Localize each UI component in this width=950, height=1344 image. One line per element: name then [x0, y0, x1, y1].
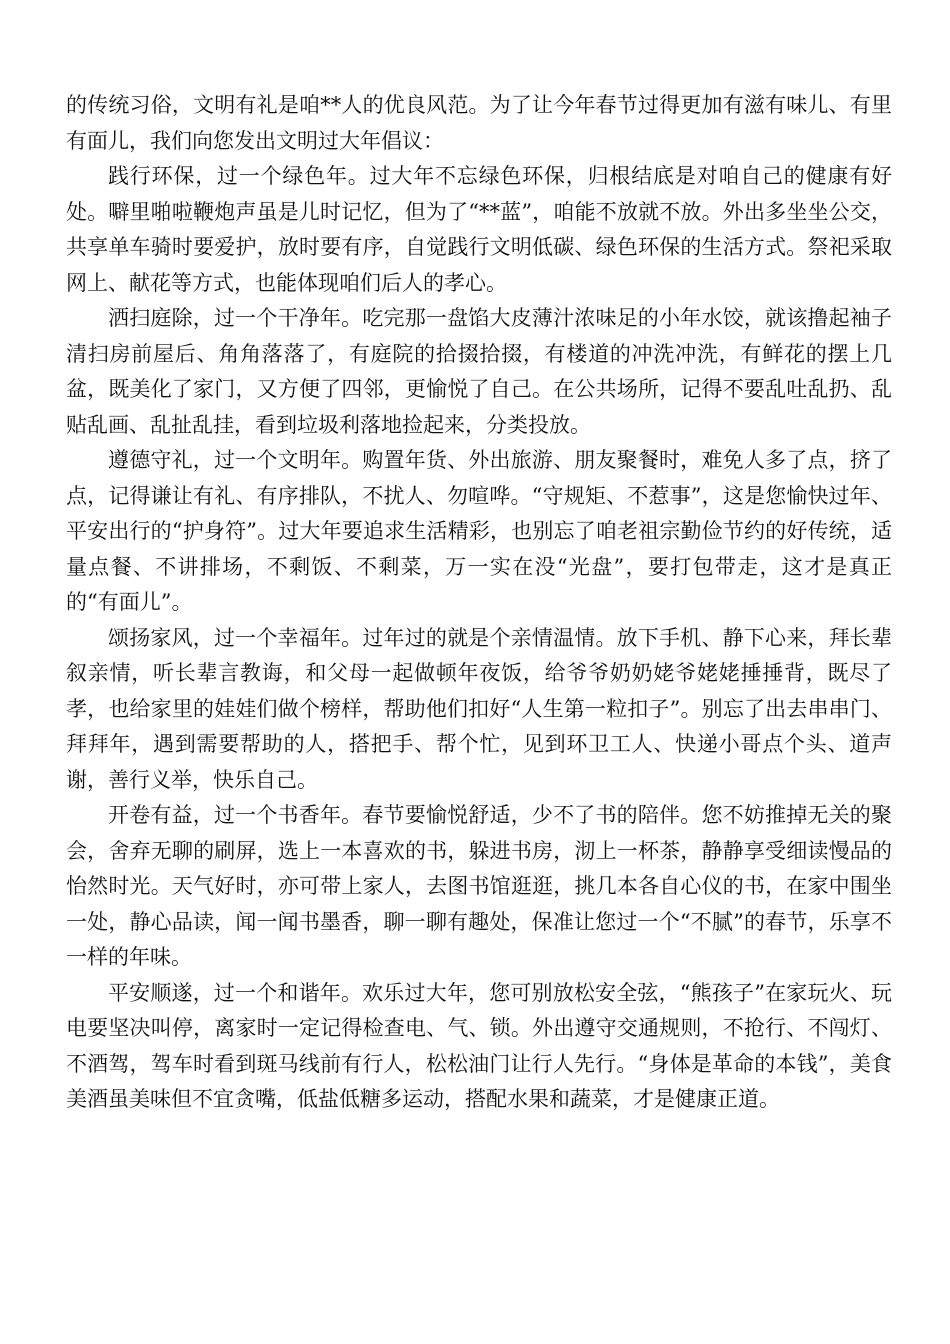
paragraph-harmonious-year: 平安顺遂，过一个和谐年。欢乐过大年，您可别放松安全弦，“熊孩子”在家玩火、玩电要坚决叫停，离家时一定记得检查电、气、锁。外出遵守交通规则，不抢行、不闯灯、不酒驾，驾车时看到斑马线前有行人，松松油门让行人先行。“身体是革命的本钱”，美食美酒虽美味但不宜贪嘴，低盐低糖多运动，搭配水果和蔬菜，才是健康正道。: [66, 980, 892, 1111]
paragraph-happy-year: 颂扬家风，过一个幸福年。过年过的就是个亲情温情。放下手机、静下心来，拜长辈叙亲情，听长辈言教诲，和父母一起做顿年夜饭，给爷爷奶奶姥爷姥姥捶捶背，既尽了孝，也给家里的娃娃们做个榜样，帮助他们扣好“人生第一粒扣子”。别忘了出去串串门、拜拜年，遇到需要帮助的人，搭把手、帮个忙，见到环卫工人、快递小哥点个头、道声谢，善行义举，快乐自己。: [66, 625, 892, 792]
paragraph-civilized-year: 遵德守礼，过一个文明年。购置年货、外出旅游、朋友聚餐时，难免人多了点，挤了点，记得谦让有礼、有序排队，不扰人、勿喧哗。“守规矩、不惹事”，这是您愉快过年、平安出行的“护身符”。过大年要追求生活精彩，也别忘了咱老祖宗勤俭节约的好传统，适量点餐、不讲排场，不剩饭、不剩菜，万一实在没“光盘”，要打包带走，这才是真正的“有面儿”。: [66, 448, 892, 614]
paragraph-scholarly-year: 开卷有益，过一个书香年。春节要愉悦舒适，少不了书的陪伴。您不妨推掉无关的聚会，舍弃无聊的刷屏，选上一本喜欢的书，躲进书房，沏上一杯茶，静静享受细读慢品的怡然时光。天气好时，亦可带上家人，去图书馆逛逛，挑几本各自心仪的书，在家中围坐一处，静心品读，闻一闻书墨香，聊一聊有趣处，保准让您过一个“不腻”的春节，乐享不一样的年味。: [66, 803, 892, 969]
document-page: [66, 88, 892, 1118]
paragraph-green-year: 践行环保，过一个绿色年。过大年不忘绿色环保，归根结底是对咱自己的健康有好处。噼里啪啦鞭炮声虽是儿时记忆，但为了“**蓝”，咱能不放就不放。外出多坐坐公交，共享单车骑时要爱护，放时要有序，自觉践行文明低碳、绿色环保的生活方式。祭祀采取网上、献花等方式，也能体现咱们后人的孝心。: [66, 164, 892, 295]
paragraph-clean-year: 洒扫庭除，过一个干净年。吃完那一盘馅大皮薄汁浓味足的小年水饺，就该撸起袖子清扫房前屋后、角角落落了，有庭院的拾掇拾掇，有楼道的冲洗冲洗，有鲜花的摆上几盆，既美化了家门，又方便了四邻，更愉悦了自己。在公共场所，记得不要乱吐乱扔、乱贴乱画、乱扯乱挂，看到垃圾利落地捡起来，分类投放。: [66, 306, 892, 437]
paragraph-intro-continuation: 的传统习俗，文明有礼是咱**人的优良风范。为了让今年春节过得更加有滋有味儿、有里有面儿，我们向您发出文明过大年倡议：: [66, 93, 892, 153]
